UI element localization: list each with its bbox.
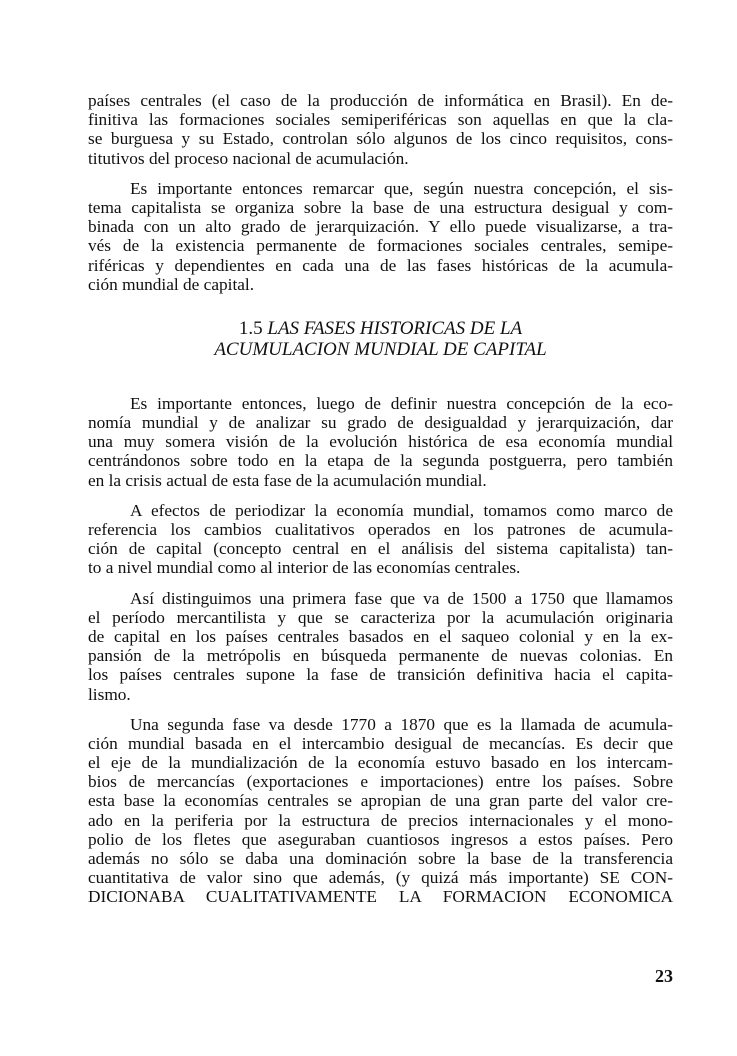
text-line: tema capitalista se organiza sobre la base de una estructura desigual y com- (88, 197, 673, 217)
section-number: 1.5 (238, 317, 263, 339)
text-line: riféricas y dependientes en cada una de las fases históricas de la acumula- (88, 255, 673, 275)
text-line: ado en la periferia por la estructura de precios internacionales y el mono- (88, 810, 673, 830)
text-line: Es importante entonces, luego de definir nuestra concepción de la eco- (130, 393, 673, 413)
text-line: binada con un alto grado de jerarquización. Y ello puede visualizarse, a tra- (88, 217, 673, 237)
paragraph (88, 715, 673, 907)
text-line: Una segunda fase va desde 1770 a 1870 que es la llamada de acumula- (130, 714, 673, 734)
text-line: se burguesa y su Estado, controlan sólo algunos de los cinco requisitos, cons- (88, 129, 673, 149)
text-line: finitiva las formaciones sociales semiperiféricas son aquellas en que la cla- (88, 110, 673, 130)
text-line: ción mundial basada en el intercambio desigual de mecancías. Es decir que (88, 733, 673, 753)
text-line: Es importante entonces remarcar que, según nuestra concepción, el sis- (130, 178, 673, 198)
text-line: esta base la economías centrales se apropian de una gran parte del valor cre- (88, 791, 673, 811)
paragraph (88, 179, 673, 294)
text-line: to a nivel mundial como al interior de las economías centrales. (88, 558, 521, 578)
text-line: vés de la existencia permanente de formaciones sociales centrales, semipe- (88, 236, 673, 256)
text-line: bios de mercancías (exportaciones e importaciones) entre los países. Sobre (88, 772, 673, 792)
text-line: centrándonos sobre todo en la etapa de la segunda postguerra, pero también (88, 451, 673, 471)
text-line: ción mundial de capital. (88, 274, 255, 294)
page-number: 23 (655, 966, 673, 986)
text-line: Así distinguimos una primera fase que va de 1500 a 1750 que llamamos (130, 588, 673, 608)
text-line: referencia los cambios cualitativos operados en los patrones de acumula- (88, 520, 673, 539)
text-line: el eje de la mundialización de la economía estuvo basado en los intercam- (88, 753, 673, 773)
text-line: pansión de la metrópolis en búsqueda permanente de nuevas colonias. En (88, 646, 673, 666)
paragraph-continuation (88, 91, 673, 168)
text-line: nomía mundial y de analizar su grado de desigualdad y jerarquización, dar (88, 413, 673, 433)
text-line: cuantitativa de valor sino que además, (y quizá más importante) SE CON- (88, 868, 673, 888)
text-line: una muy somera visión de la evolución histórica de esa economía mundial (88, 432, 673, 452)
page-body (88, 91, 673, 918)
text-line: los países centrales supone la fase de transición definitiva hacia el capita- (88, 665, 673, 685)
text-line: polio de los fletes que aseguraban cuantiosos ingresos a estos países. Pero (88, 829, 673, 849)
paragraph (88, 589, 673, 704)
section-title-line-1: LAS FASES HISTORICAS DE LA (267, 317, 523, 339)
text-line: A efectos de periodizar la economía mundial, tomamos como marco de (130, 500, 673, 520)
text-line: además no sólo se daba una dominación sobre la base de la transferencia (88, 849, 673, 868)
text-line: en la crisis actual de esta fase de la acumulación mundial. (88, 470, 487, 490)
text-line: de capital en los países centrales basados en el saqueo colonial y en la ex- (88, 626, 673, 646)
text-line: titutivos del proceso nacional de acumulación. (88, 148, 409, 168)
text-line: ción de capital (concepto central en el análisis del sistema capitalista) tan- (88, 539, 673, 559)
text-line: lismo. (88, 684, 131, 704)
paragraph (88, 394, 673, 490)
section-heading (88, 318, 673, 360)
text-line: el período mercantilista y que se caracteriza por la acumulación originaria (88, 607, 673, 627)
text-line: países centrales (el caso de la producción de informática en Brasil). En de- (88, 91, 673, 110)
section-title-line-2: ACUMULACION MUNDIAL DE CAPITAL (214, 338, 547, 360)
text-line: DICIONABA CUALITATIVAMENTE LA FORMACION ECONOMICA (88, 887, 673, 907)
paragraph (88, 501, 673, 578)
